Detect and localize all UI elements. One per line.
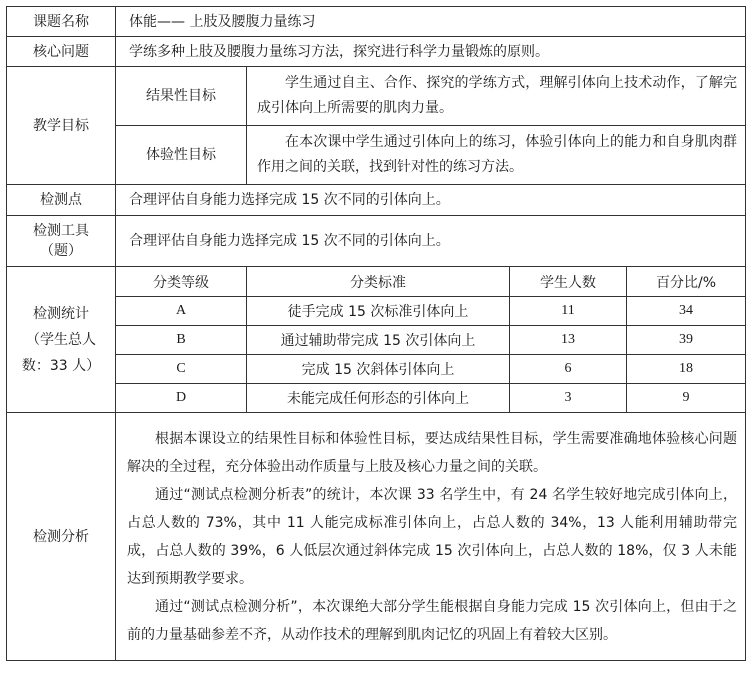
standard-cell: 徒手完成 15 次标准引体向上 [247,297,510,326]
lesson-table [6,6,746,661]
grade-cell: C [116,355,247,384]
count-cell: 11 [510,297,627,326]
percent-cell: 9 [627,384,746,413]
test-tool-label-line1: 检测工具 [33,223,89,239]
table-row [7,326,746,355]
standard-cell: 完成 15 次斜体引体向上 [247,355,510,384]
statistics-label-line2: （学生总人 [26,331,96,348]
analysis-paragraph-3: 通过“测试点检测分析”，本次课绝大部分学生能根据自身能力完成 15 次引体向上，但由于之前的力量基础参差不齐，从动作技术的理解到肌肉记忆的巩固上有着较大区别。 [127,599,738,643]
analysis-cell [116,413,746,661]
core-question-label: 核心问题 [7,37,116,67]
table-row [7,355,746,384]
experience-goal-label: 体验性目标 [116,126,247,185]
statistics-label-line3: 数：33 人） [21,357,101,374]
core-question-value: 学练多种上肢及腰腹力量练习方法，探究进行科学力量锻炼的原则。 [116,37,746,67]
percent-cell: 39 [627,326,746,355]
teaching-goals-label: 教学目标 [7,67,116,185]
count-cell: 6 [510,355,627,384]
test-point-row [7,185,746,216]
percent-cell: 18 [627,355,746,384]
table-row [7,297,746,326]
grade-cell: B [116,326,247,355]
test-tool-label-line2: （题） [40,243,82,259]
result-goal-cell [247,67,746,126]
analysis-paragraph-2: 通过“测试点检测分析表”的统计，本次课 33 名学生中，有 24 名学生较好地完成引体向上，占总人数的 73%，其中 11 人能完成标准引体向上，占总人数的 34%，13 人能利用辅助带完成，占总人数的 39%，6 人低层次通过斜体完成 15 次引体向上，占总人数的 18%，仅 3 人未能达到预期教学要求。 [127,487,738,587]
header-count: 学生人数 [510,267,627,297]
experience-goal-cell [247,126,746,185]
result-goal-row [7,67,746,126]
statistics-header-row [7,267,746,297]
count-cell: 3 [510,384,627,413]
course-value: 体能—— 上肢及腰腹力量练习 [116,7,746,37]
analysis-row [7,413,746,661]
statistics-label [7,267,116,413]
grade-cell: A [116,297,247,326]
course-label: 课题名称 [7,7,116,37]
experience-goal-row [7,126,746,185]
header-grade: 分类等级 [116,267,247,297]
percent-cell: 34 [627,297,746,326]
test-tool-label [7,216,116,267]
standard-cell: 未能完成任何形态的引体向上 [247,384,510,413]
standard-cell: 通过辅助带完成 15 次引体向上 [247,326,510,355]
core-question-row [7,37,746,67]
test-point-label: 检测点 [7,185,116,216]
table-row [7,384,746,413]
header-percent: 百分比/% [627,267,746,297]
count-cell: 13 [510,326,627,355]
result-goal-label: 结果性目标 [116,67,247,126]
header-standard: 分类标准 [247,267,510,297]
test-point-value: 合理评估自身能力选择完成 15 次不同的引体向上。 [116,185,746,216]
statistics-label-line1: 检测统计 [33,305,89,322]
experience-goal-value: 在本次课中学生通过引体向上的练习，体验引体向上的能力和自身肌肉群作用之间的关联，找到针对性的练习方法。 [257,134,738,175]
lesson-analysis-document [6,6,745,661]
course-row [7,7,746,37]
result-goal-value: 学生通过自主、合作、探究的学练方式，理解引体向上技术动作，了解完成引体向上所需要的肌肉力量。 [257,75,738,116]
analysis-paragraph-1: 根据本课设立的结果性目标和体验性目标，要达成结果性目标，学生需要准确地体验核心问题解决的全过程，充分体验出动作质量与上肢及核心力量之间的关联。 [127,431,738,475]
grade-cell: D [116,384,247,413]
test-tool-value: 合理评估自身能力选择完成 15 次不同的引体向上。 [116,216,746,267]
analysis-label: 检测分析 [7,413,116,661]
test-tool-row [7,216,746,267]
